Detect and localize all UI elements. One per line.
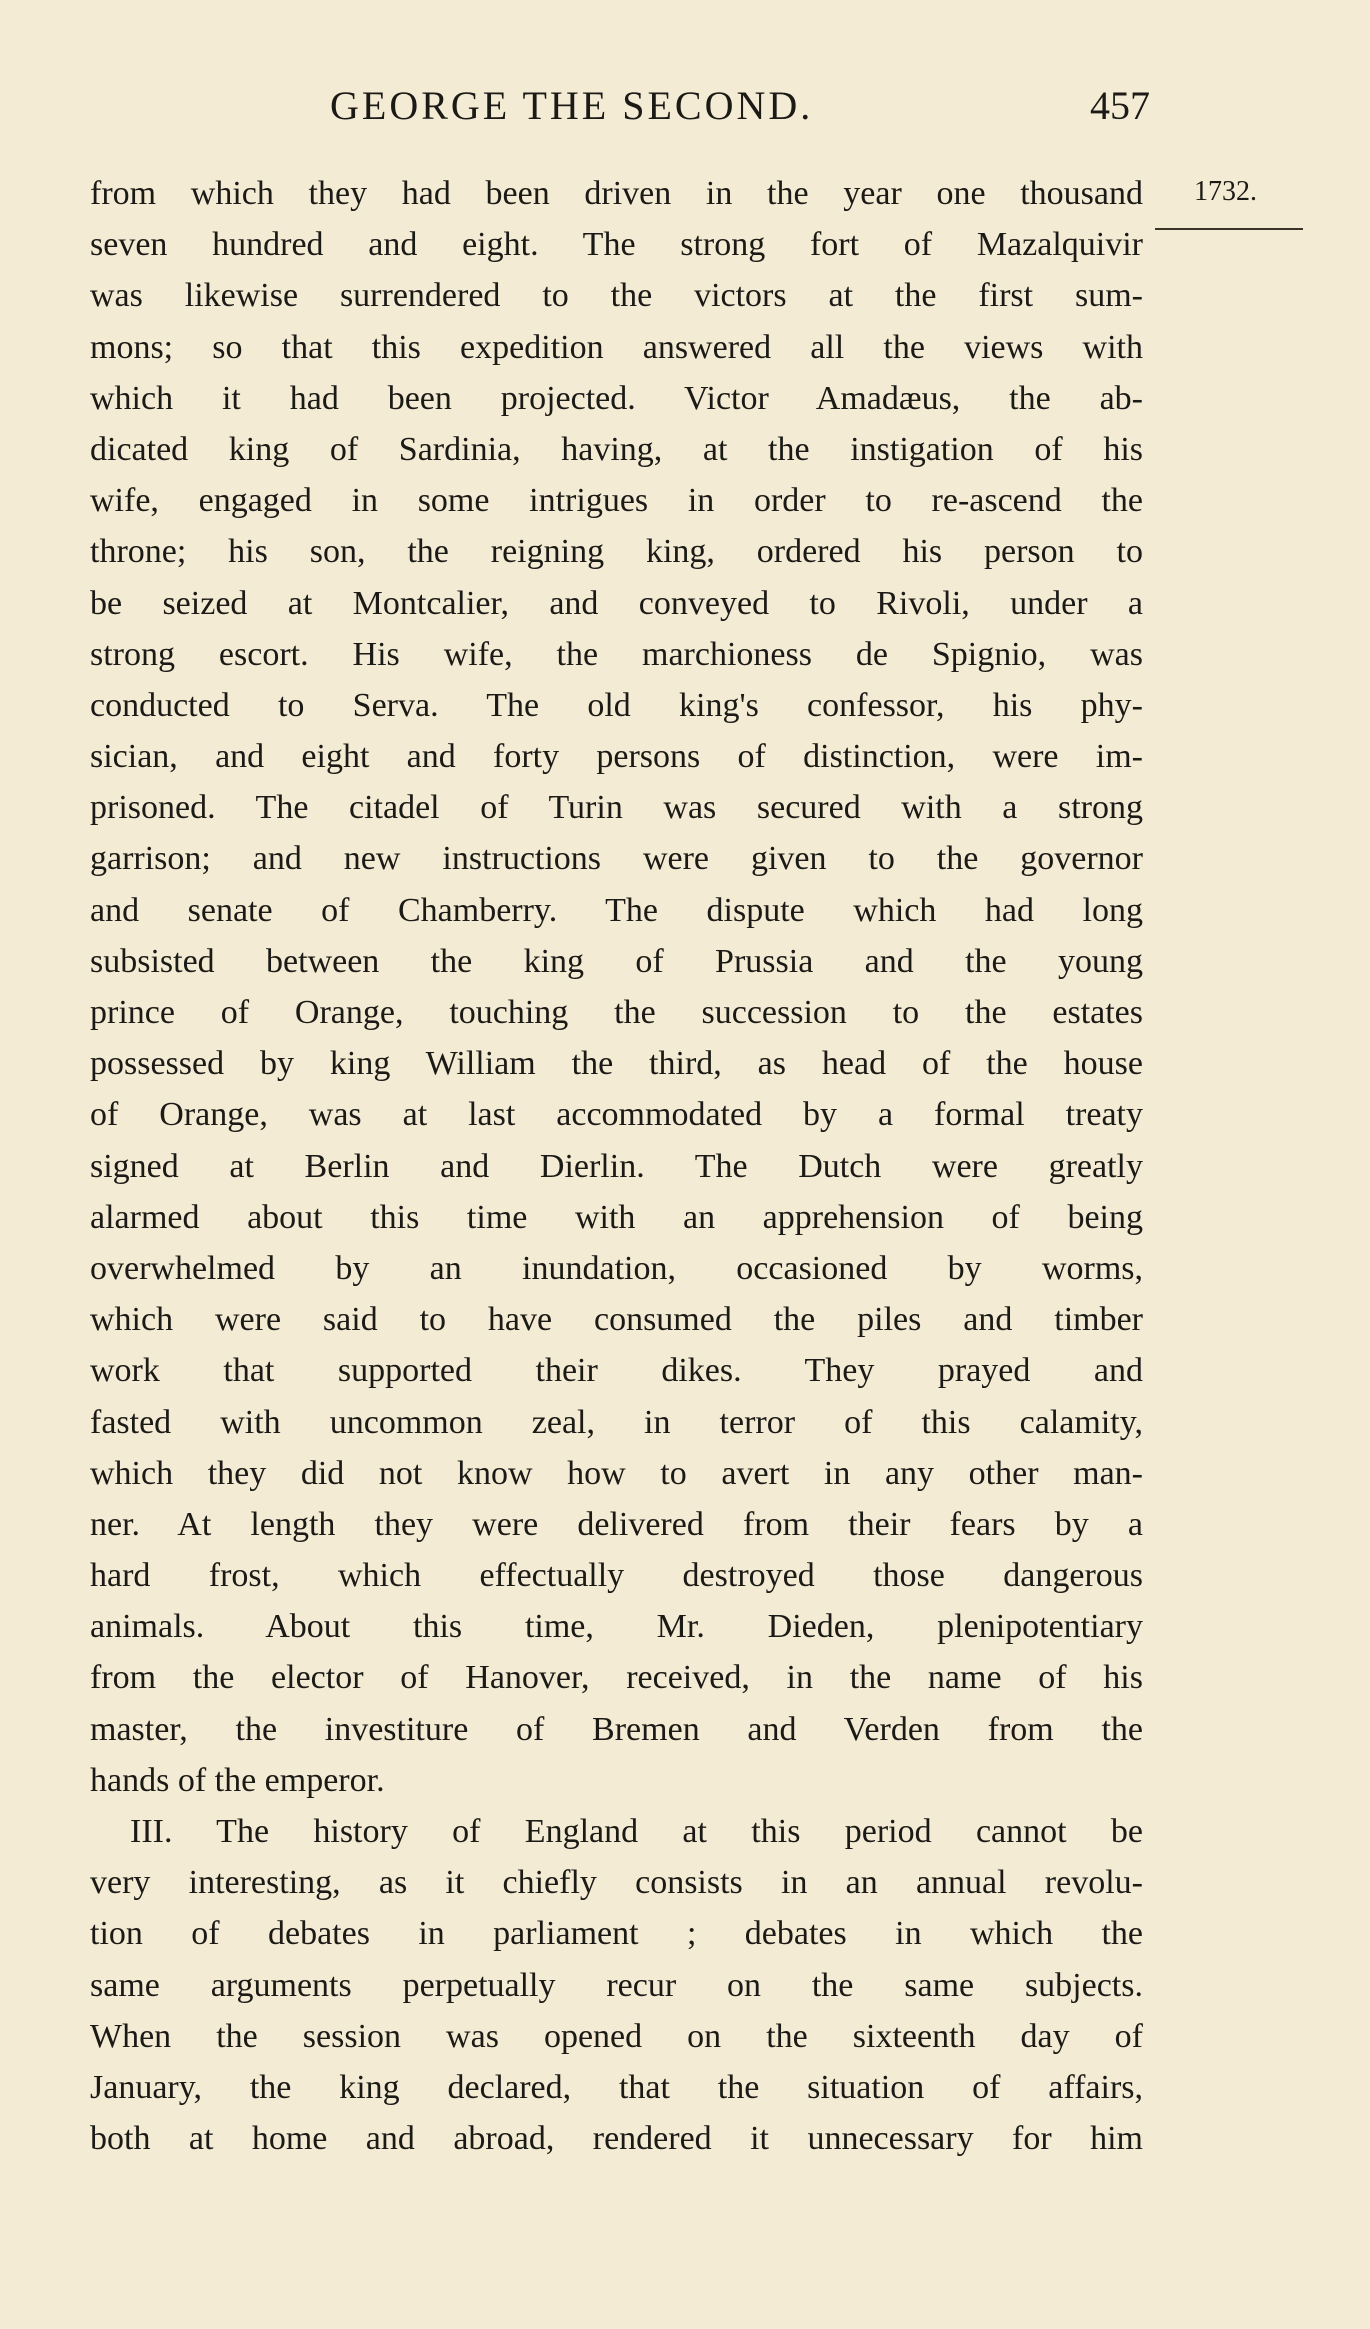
text-line: sician, and eight and forty persons of distinction, were im- bbox=[90, 738, 1143, 776]
text-line: and senate of Chamberry. The dispute which had long bbox=[90, 891, 1143, 929]
running-title: GEORGE THE SECOND. bbox=[330, 83, 814, 128]
text-line: prince of Orange, touching the succession to the estates bbox=[90, 994, 1143, 1031]
section-start-line: III. The history of England at this period cannot be bbox=[130, 1813, 1143, 1850]
text-line: throne; his son, the reigning king, ordered his person to bbox=[90, 533, 1143, 571]
text-line: of Orange, was at last accommodated by a formal treaty bbox=[90, 1096, 1143, 1134]
text-line: very interesting, as it chiefly consists in an annual revolu- bbox=[90, 1864, 1143, 1902]
text-line: wife, engaged in some intrigues in order to re-ascend the bbox=[90, 482, 1143, 520]
body-text bbox=[90, 168, 1143, 2164]
text-line: was likewise surrendered to the victors at the first sum- bbox=[90, 277, 1143, 315]
text-line: seven hundred and eight. The strong fort of Mazalquivir bbox=[90, 226, 1143, 264]
text-line: January, the king declared, that the situation of affairs, bbox=[90, 2068, 1143, 2106]
text-line: from which they had been driven in the year one thousand bbox=[90, 175, 1143, 212]
text-line: When the session was opened on the sixteenth day of bbox=[90, 2017, 1143, 2055]
text-line: which it had been projected. Victor Amadæus, the ab- bbox=[90, 379, 1143, 417]
text-line: animals. About this time, Mr. Dieden, plenipotentiary bbox=[90, 1608, 1143, 1646]
margin-rule bbox=[1155, 228, 1303, 230]
text-line: prisoned. The citadel of Turin was secured with a strong bbox=[90, 789, 1143, 827]
text-line: garrison; and new instructions were given to the governor bbox=[90, 840, 1143, 878]
text-line: ner. At length they were delivered from their fears by a bbox=[90, 1505, 1143, 1543]
text-line: alarmed about this time with an apprehension of being bbox=[90, 1198, 1143, 1236]
text-line: fasted with uncommon zeal, in terror of this calamity, bbox=[90, 1403, 1143, 1441]
text-line: overwhelmed by an inundation, occasioned by worms, bbox=[90, 1249, 1143, 1287]
text-line: master, the investiture of Bremen and Verden from the bbox=[90, 1710, 1143, 1748]
text-line: hard frost, which effectually destroyed those dangerous bbox=[90, 1557, 1143, 1595]
running-head bbox=[90, 82, 1150, 142]
text-line: subsisted between the king of Prussia and the young bbox=[90, 942, 1143, 980]
paragraph-end-line: hands of the emperor. bbox=[90, 1761, 385, 1799]
text-line: strong escort. His wife, the marchioness de Spignio, was bbox=[90, 635, 1143, 673]
text-line: both at home and abroad, rendered it unnecessary for him bbox=[90, 2120, 1143, 2158]
page-number: 457 bbox=[1090, 83, 1150, 128]
text-line: conducted to Serva. The old king's confessor, his phy- bbox=[90, 686, 1143, 724]
text-line: be seized at Montcalier, and conveyed to Rivoli, under a bbox=[90, 584, 1143, 622]
text-line: mons; so that this expedition answered all the views with bbox=[90, 328, 1143, 366]
text-line: work that supported their dikes. They prayed and bbox=[90, 1352, 1143, 1390]
text-line: tion of debates in parliament ; debates in which the bbox=[90, 1915, 1143, 1953]
text-line: same arguments perpetually recur on the same subjects. bbox=[90, 1966, 1143, 2004]
text-line: which were said to have consumed the piles and timber bbox=[90, 1301, 1143, 1339]
text-line: possessed by king William the third, as head of the house bbox=[90, 1045, 1143, 1083]
text-line: dicated king of Sardinia, having, at the instigation of his bbox=[90, 430, 1143, 468]
text-line: which they did not know how to avert in any other man- bbox=[90, 1454, 1143, 1492]
margin-year-note: 1732. bbox=[1194, 176, 1257, 207]
text-line: signed at Berlin and Dierlin. The Dutch were greatly bbox=[90, 1147, 1143, 1185]
text-line: from the elector of Hanover, received, in the name of his bbox=[90, 1659, 1143, 1697]
